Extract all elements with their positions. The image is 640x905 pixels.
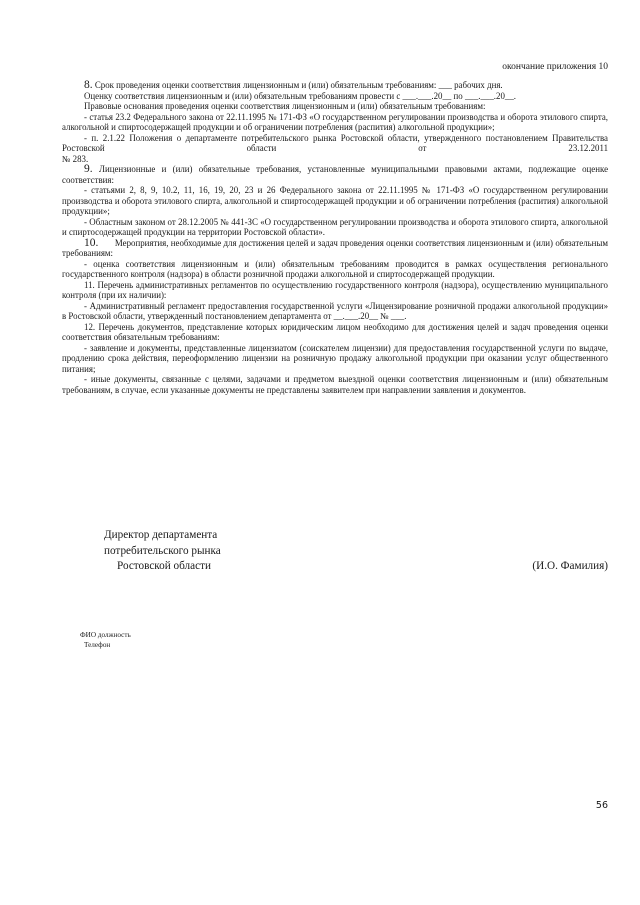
section-8-number: 8. (84, 79, 93, 91)
section-12-item-1: - заявление и документы, представленные лицензиатом (соискателем лицензии) для предоставления государственной услуги по выдаче, продлению срока действия, переоформлению лицензии на розничную продажу алкогольной продукции при оказании услуг общественного питания; (62, 342, 608, 374)
section-8-period: Оценку соответствия лицензионным и (или) обязательным требованиям провести с ___.___.20__ по ___.___.20__. (84, 90, 516, 101)
section-8-text: Срок проведения оценки соответствия лицензионным и (или) обязательным требованиям: ___ рабочих дня. (94, 80, 503, 90)
appendix-header-note: окончание приложения 10 (502, 62, 608, 72)
signature-title-line-2: потребительского рынка (104, 544, 221, 557)
section-11-title: 11. Перечень административных регламентов по осуществлению государственного контроля (надзора), осуществлению муниципального контроля (при их наличии): (62, 279, 608, 300)
signature-block (62, 528, 608, 575)
page-number: 56 (595, 800, 608, 811)
section-12-title: 12. Перечень документов, представление которых юридическим лицом необходимо для достижения целей и задач проведения оценки соответствия обязательным требованиям: (62, 321, 608, 342)
signature-title-line-3 (62, 559, 608, 575)
section-10-number: 10. (84, 236, 99, 249)
section-8-legal-basis: Правовые основания проведения оценки соответствия лицензионным и (или) обязательным требованиям: (84, 101, 486, 111)
section-8-item-2: - п. 2.1.22 Положения о департаменте потребительского рынка Ростовской области, утвержденного постановлением Правительства Ростовской области от 23.12.2011 (62, 132, 608, 153)
section-11-item-1: - Административный регламент предоставления государственной услуги «Лицензирование розничной продажи алкогольной продукции» в Ростовской области, утвержденный постановлением департамента от __.___.20__ № ___. (62, 300, 608, 321)
section-10-item-1: - оценка соответствия лицензионным и (или) обязательным требованиям проводится в рамках осуществления регионального государственного контроля (надзора) в области розничной продажи алкогольной и спиртосодержащей продукции. (62, 258, 608, 279)
section-10-text: Мероприятия, необходимые для достижения целей и задач проведения оценки соответствия лицензионным и (или) обязательным требованиям: (62, 237, 608, 258)
section-9-item-2: - Областным законом от 28.12.2005 № 441-ЗС «О государственном регулировании производства и оборота этилового спирта, алкогольной и спиртосодержащей продукции на территории Ростовской области». (62, 216, 608, 237)
section-8-item-2-end: № 283. (62, 153, 89, 164)
section-8-item-1: - статья 23.2 Федерального закона от 22.11.1995 № 171-ФЗ «О государственном регулировании производства и оборота этилового спирта, алкогольной и спиртосодержащей продукции и об ограничении потребления (распития) алкогольной продукции»; (62, 111, 608, 132)
section-9-text: Лицензионные и (или) обязательные требования, установленные муниципальными правовыми актами, подлежащие оценке соответствия: (62, 164, 609, 185)
signature-title-line-1: Директор департамента (104, 529, 218, 541)
executor-phone: Телефон (84, 641, 111, 649)
document-body (62, 80, 608, 395)
section-8-title (62, 80, 608, 91)
signatory-name: (И.О. Фамилия) (532, 560, 608, 572)
signature-region: Ростовской области (117, 560, 211, 572)
section-9-title (62, 164, 608, 185)
executor-info (80, 630, 131, 650)
section-12-item-2: - иные документы, связанные с целями, задачами и предметом выездной оценки соответствия лицензионным и (или) обязательным требованиям, в случае, если указанные документы не представлены заявителем при направлении заявления и документов. (62, 374, 608, 395)
section-9-item-1: - статьями 2, 8, 9, 10.2, 11, 16, 19, 20, 23 и 26 Федерального закона от 22.11.1995 № 171-ФЗ «О государственном регулировании производства и оборота этилового спирта, алкогольной и спиртосодержащей продукции и об ограничении потребления (распития) алкогольной продукции»; (62, 185, 608, 216)
section-9-number: 9. (84, 163, 93, 175)
executor-fio-position: ФИО должность (80, 631, 131, 639)
section-10-title (62, 238, 608, 259)
